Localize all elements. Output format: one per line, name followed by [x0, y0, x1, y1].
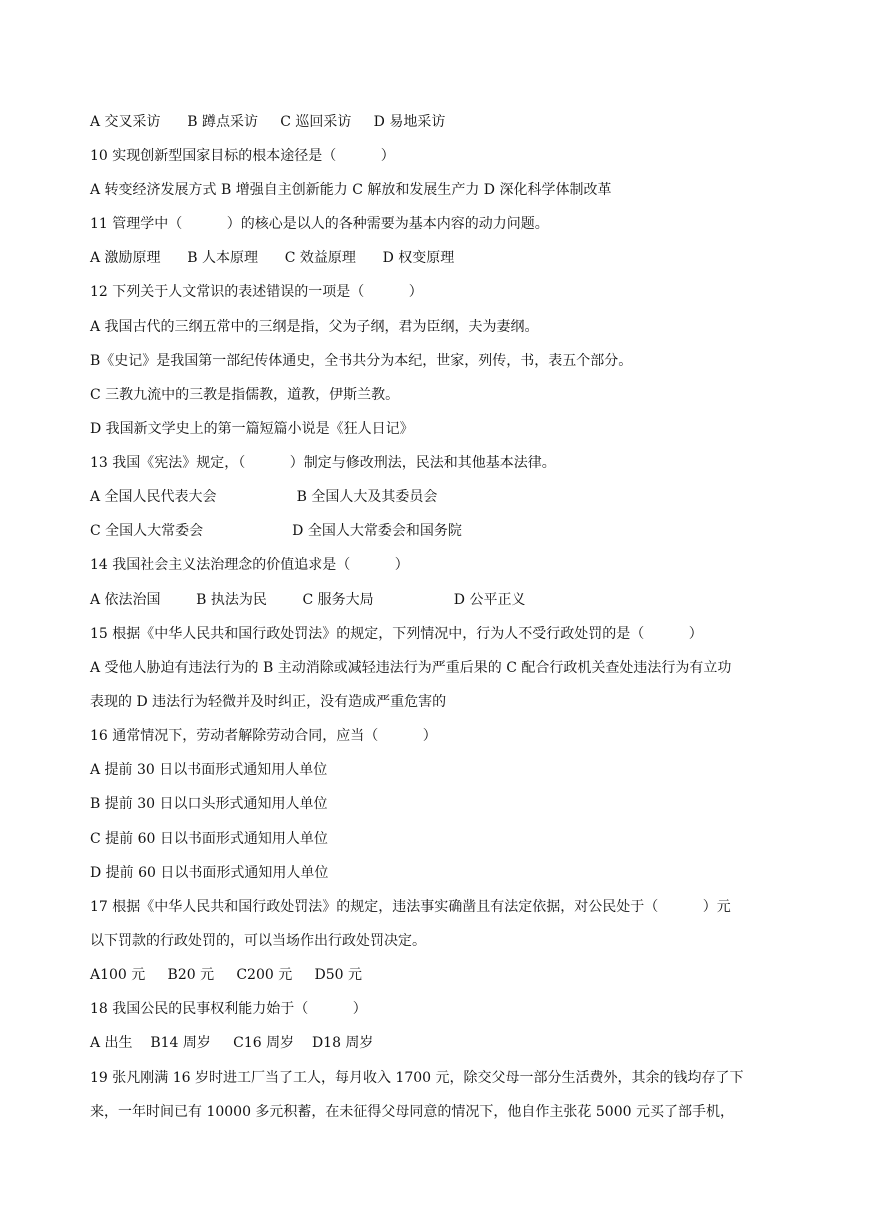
q13-options-ab: A 全国人民代表大会 B 全国人大及其委员会: [90, 489, 438, 505]
q16-option-b: B 提前 30 日以口头形式通知用人单位: [90, 796, 328, 812]
q15-options-line2: 表现的 D 违法行为轻微并及时纠正，没有造成严重危害的: [90, 694, 447, 710]
q17-question-line1: 17 根据《中华人民共和国行政处罚法》的规定，违法事实确凿且有法定依据，对公民处于（ ）元: [90, 899, 731, 915]
q14-options: A 依法治国 B 执法为民 C 服务大局 D 公平正义: [90, 592, 526, 608]
q17-question-line2: 以下罚款的行政处罚的，可以当场作出行政处罚决定。: [90, 933, 426, 949]
q15-options-line1: A 受他人胁迫有违法行为的 B 主动消除或减轻违法行为严重后果的 C 配合行政机关查处违法行为有立功: [90, 660, 732, 676]
q12-option-c: C 三教九流中的三教是指儒教，道教，伊斯兰教。: [90, 387, 400, 403]
q12-option-d: D 我国新文学史上的第一篇短篇小说是《狂人日记》: [90, 421, 414, 437]
q12-question: 12 下列关于人文常识的表述错误的一项是（ ）: [90, 284, 423, 300]
q15-question: 15 根据《中华人民共和国行政处罚法》的规定，下列情况中，行为人不受行政处罚的是（ ）: [90, 626, 703, 642]
q16-option-a: A 提前 30 日以书面形式通知用人单位: [90, 762, 328, 778]
q13-options-cd: C 全国人大常委会 D 全国人大常委会和国务院: [90, 523, 462, 539]
q11-options: A 激励原理 B 人本原理 C 效益原理 D 权变原理: [90, 250, 455, 266]
q17-options: A100 元 B20 元 C200 元 D50 元: [90, 967, 362, 983]
q16-question: 16 通常情况下，劳动者解除劳动合同，应当（ ）: [90, 728, 437, 744]
q18-question: 18 我国公民的民事权利能力始于（ ）: [90, 1001, 367, 1017]
q19-question-line2: 来，一年时间已有 10000 多元积蓄，在未征得父母同意的情况下，他自作主张花 5000 元买了部手机，: [90, 1104, 734, 1120]
q18-options: A 出生 B14 周岁 C16 周岁 D18 周岁: [90, 1035, 374, 1051]
q10-options: A 转变经济发展方式 B 增强自主创新能力 C 解放和发展生产力 D 深化科学体制改革: [90, 182, 612, 198]
q12-option-a: A 我国古代的三纲五常中的三纲是指，父为子纲，君为臣纲，夫为妻纲。: [90, 319, 539, 335]
q19-question-line1: 19 张凡刚满 16 岁时进工厂当了工人，每月收入 1700 元，除交父母一部分生活费外，其余的钱均存了下: [90, 1070, 744, 1086]
q16-option-c: C 提前 60 日以书面形式通知用人单位: [90, 831, 328, 847]
q9-options: A 交叉采访 B 蹲点采访 C 巡回采访 D 易地采访: [90, 114, 446, 130]
q10-question: 10 实现创新型国家目标的根本途径是（ ）: [90, 148, 395, 164]
q13-question: 13 我国《宪法》规定，（ ）制定与修改刑法，民法和其他基本法律。: [90, 455, 556, 471]
q14-question: 14 我国社会主义法治理念的价值追求是（ ）: [90, 557, 409, 573]
q11-question: 11 管理学中（ ）的核心是以人的各种需要为基本内容的动力问题。: [90, 216, 549, 232]
q16-option-d: D 提前 60 日以书面形式通知用人单位: [90, 865, 329, 881]
q12-option-b: B《史记》是我国第一部纪传体通史，全书共分为本纪，世家，列传，书，表五个部分。: [90, 353, 633, 369]
